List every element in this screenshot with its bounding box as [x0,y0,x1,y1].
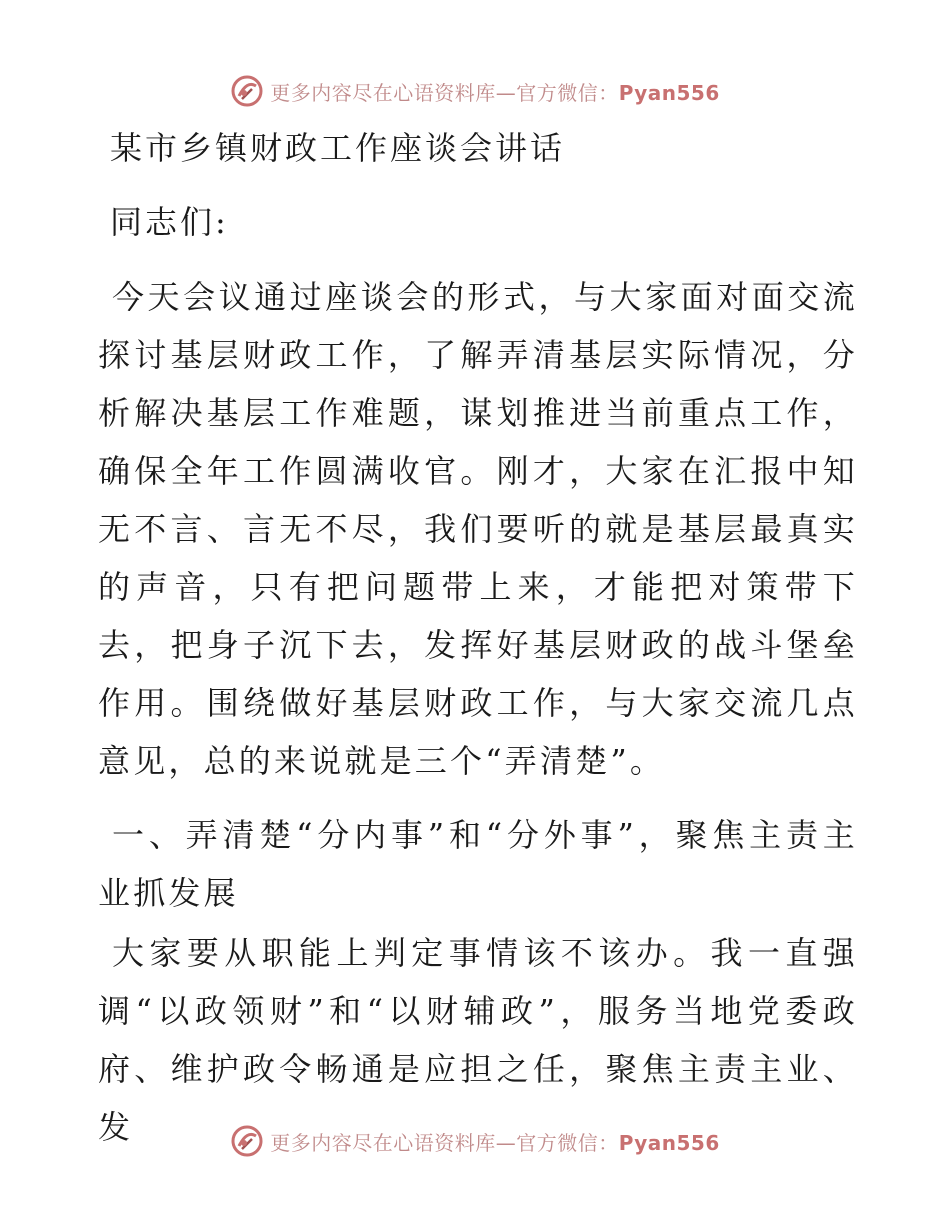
watermark-banner-top [0,71,950,111]
watermark-banner-bottom [0,1121,950,1161]
library-logo-icon [230,74,264,108]
watermark-text: 更多内容尽在心语资料库—官方微信：Pyan556 [270,80,720,105]
salutation: 同志们: [110,203,229,241]
paragraph-intro: 今天会议通过座谈会的形式，与大家面对面交流探讨基层财政工作，了解弄清基层实际情况，分析解决基层工作难题，谋划推进当前重点工作，确保全年工作圆满收官。刚才，大家在汇报中知无不言、言无不尽，我们要听的就是基层最真实的声音，只有把问题带上来，才能把对策带下去，把身子沉下去，发挥好基层财政的战斗堡垒作用。围绕做好基层财政工作，与大家交流几点意见，总的来说就是三个“弄清楚”。 [98,278,858,780]
watermark-text: 更多内容尽在心语资料库—官方微信：Pyan556 [270,1130,720,1155]
document-title: 某市乡镇财政工作座谈会讲话 [110,129,566,167]
paragraph-section-1: 大家要从职能上判定事情该不该办。我一直强调“以政领财”和“以财辅政”，服务当地党委政府、维护政令畅通是应担之任，聚焦主责主业、发 [98,934,858,1146]
section-heading-1: 一、弄清楚“分内事”和“分外事”，聚焦主责主业抓发展 [98,816,858,912]
library-logo-icon [230,1124,264,1158]
